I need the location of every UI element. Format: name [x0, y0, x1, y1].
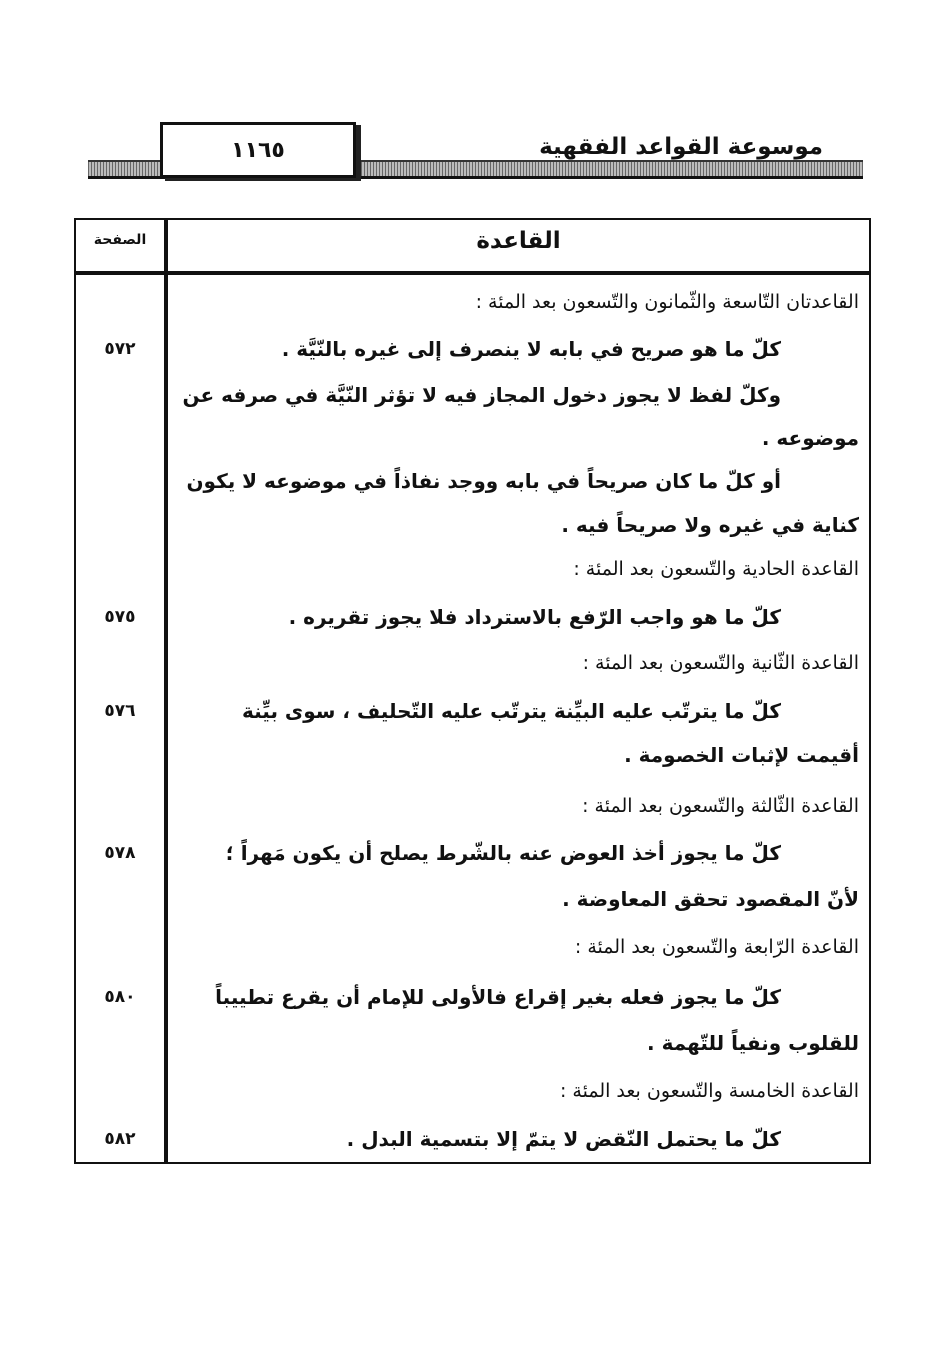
- page-ref: ٥٧٢: [104, 339, 136, 359]
- page-number-box: [160, 122, 356, 178]
- rule-line: كلّ ما يترتّب عليه البيِّنة يترتّب عليه التّحليف ، سوى بيِّنة: [241, 699, 781, 723]
- page-ref: ٥٨٢: [104, 1129, 136, 1149]
- rule-line: موضوعه .: [761, 426, 859, 450]
- rule-line: وكلّ لفظ لا يجوز دخول المجاز فيه لا تؤثر النّيَّة في صرفه عن: [182, 383, 781, 407]
- rule-line: القاعدة الحادية والتّسعون بعد المئة :: [573, 558, 859, 580]
- page-ref: ٥٧٨: [104, 843, 136, 863]
- rule-line: كلّ ما يجوز فعله بغير إقراع فالأولى للإمام أن يقرع تطييباً: [215, 985, 781, 1009]
- header-separator: [76, 271, 869, 275]
- rule-line: القاعدة الرّابعة والتّسعون بعد المئة :: [574, 936, 859, 958]
- column-header-rule: القاعدة: [476, 228, 561, 254]
- page-ref: ٥٧٦: [104, 701, 136, 721]
- column-header-page: الصفحة: [93, 232, 147, 248]
- page-ref: ٥٨٠: [104, 987, 136, 1007]
- rule-line: كلّ ما يجوز أخذ العوض عنه بالشّرط يصلح أن يكون مَهراً ؛: [225, 841, 781, 865]
- rule-line: للقلوب ونفياً للتّهمة .: [647, 1031, 859, 1055]
- rule-line: القاعدتان التّاسعة والثّمانون والتّسعون بعد المئة :: [475, 291, 859, 313]
- rules-table: [74, 218, 871, 1164]
- column-divider: [164, 220, 168, 1162]
- rule-line: القاعدة الثّالثة والتّسعون بعد المئة :: [582, 795, 859, 817]
- page-ref: ٥٧٥: [104, 607, 136, 627]
- rule-line: أو كلّ ما كان صريحاً في بابه ووجد نفاذاً في موضوعه لا يكون: [186, 469, 781, 493]
- rule-line: كلّ ما يحتمل النّقض لا يتمّ إلا بتسمية البدل .: [346, 1127, 781, 1151]
- rule-line: كلّ ما هو صريح في بابه لا ينصرف إلى غيره بالنّيَّة .: [281, 337, 781, 361]
- rule-line: أقيمت لإثبات الخصومة .: [624, 743, 859, 767]
- page-number: ١١٦٥: [231, 137, 285, 163]
- rule-line: القاعدة الخامسة والتّسعون بعد المئة :: [559, 1080, 859, 1102]
- rule-line: القاعدة الثّانية والتّسعون بعد المئة :: [582, 652, 859, 674]
- rule-line: كناية في غيره ولا صريحاً فيه .: [561, 513, 859, 537]
- page-header: [88, 118, 863, 180]
- rule-line: كلّ ما هو واجب الرّفع بالاسترداد فلا يجوز تقريره .: [288, 605, 781, 629]
- book-title: موسوعة القواعد الفقهية: [539, 134, 823, 160]
- rule-line: لأنّ المقصود تحقق المعاوضة .: [562, 887, 859, 911]
